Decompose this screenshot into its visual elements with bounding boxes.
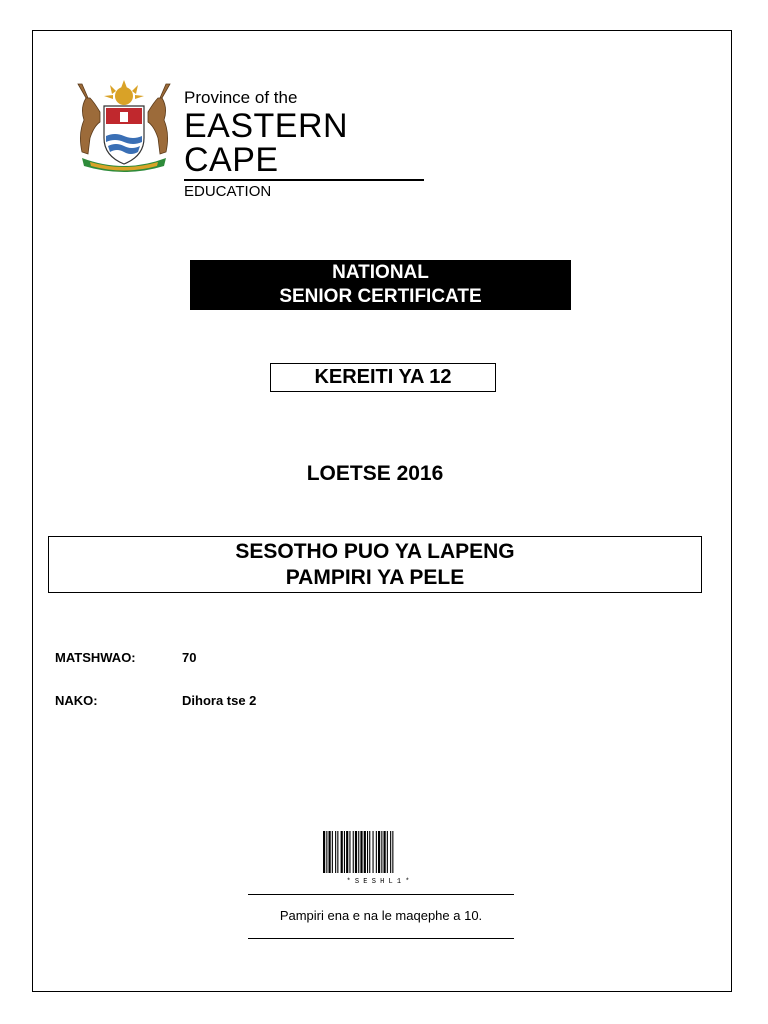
barcode-bar — [387, 831, 388, 873]
barcode-bar — [323, 831, 325, 873]
paper-name: PAMPIRI YA PELE — [285, 566, 465, 589]
barcode-bar — [369, 831, 370, 873]
barcode-bar — [390, 831, 391, 873]
barcode-bar — [346, 831, 348, 873]
time-value: Dihora tse 2 — [182, 693, 257, 708]
logo-wordmark — [184, 88, 426, 201]
barcode-text: * S E S H L 1 * — [346, 878, 410, 886]
grade-label: KEREITI YA 12 — [270, 363, 496, 392]
marks-value: 70 — [182, 650, 197, 665]
barcode — [322, 831, 434, 886]
barcode-bar — [378, 831, 380, 873]
certificate-banner — [190, 260, 571, 310]
page-count-note: Pampiri ena e na le maqephe a 10. — [279, 908, 483, 923]
barcode-bar — [358, 831, 359, 873]
barcode-bar — [329, 831, 331, 873]
barcode-bar — [392, 831, 393, 873]
subject-name: SESOTHO PUO YA LAPENG — [235, 540, 515, 563]
barcode-bar — [360, 831, 362, 873]
eastern-cape-logo — [64, 78, 426, 200]
coat-of-arms-icon — [64, 78, 184, 176]
footer-rule-bottom — [248, 938, 514, 939]
subject-box — [48, 536, 702, 593]
logo-department: EDUCATION — [184, 183, 272, 200]
barcode-bar — [384, 831, 386, 873]
banner-line-2: SENIOR CERTIFICATE — [279, 286, 482, 307]
barcode-bar — [364, 831, 366, 873]
barcode-bar — [332, 831, 333, 873]
banner-line-1: NATIONAL — [332, 262, 429, 283]
barcode-bar — [349, 831, 350, 873]
barcode-bar — [326, 831, 327, 873]
barcode-bar — [373, 831, 374, 873]
barcode-bar — [341, 831, 343, 873]
barcode-bar — [335, 831, 336, 873]
barcode-bar — [367, 831, 368, 873]
barcode-bar — [344, 831, 345, 873]
barcode-bar — [353, 831, 354, 873]
barcode-bar — [381, 831, 382, 873]
barcode-bar — [376, 831, 377, 873]
exam-period: LOETSE 2016 — [306, 462, 444, 485]
barcode-bar — [355, 831, 357, 873]
logo-province-name: EASTERN CAPE — [184, 107, 349, 179]
marks-label: MATSHWAO: — [55, 650, 136, 665]
logo-divider — [184, 179, 424, 181]
logo-province-label: Province of the — [184, 88, 298, 107]
barcode-bar — [337, 831, 338, 873]
time-label: NAKO: — [55, 693, 98, 708]
footer-rule-top — [248, 894, 514, 895]
